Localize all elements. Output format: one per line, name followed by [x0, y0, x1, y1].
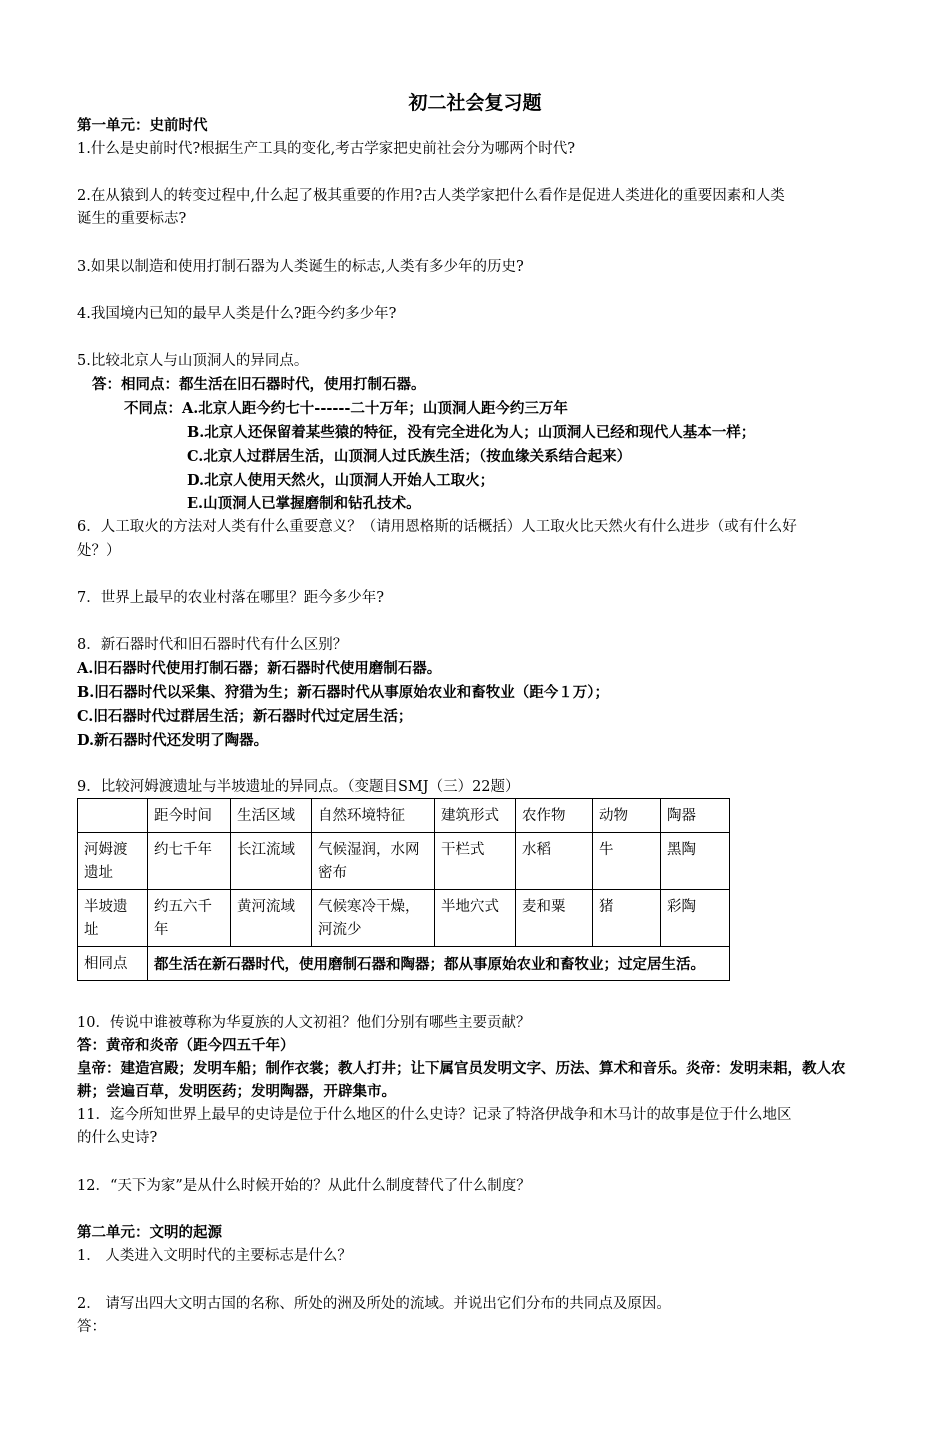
- table-cell: 麦和粟: [516, 890, 593, 947]
- question-2-line1: 2.在从猿到人的转变过程中,什么起了极其重要的作用?古人类学家把什么看作是促进人类进化的重要因素和人类: [77, 188, 785, 204]
- answer-10-line3: 耕；尝遍百草，发明医药；发明陶器，开辟集市。: [77, 1083, 396, 1100]
- unit1-heading: 第一单元：史前时代: [77, 117, 208, 134]
- comparison-table: [77, 798, 730, 981]
- table-header-cell: 生活区域: [231, 799, 312, 833]
- answer-5-diff-c: C.北京人过群居生活，山顶洞人过氏族生活；（按血缘关系结合起来）: [187, 448, 632, 465]
- table-cell: 气候寒冷干燥，河流少: [312, 890, 435, 947]
- table-same-label: 相同点: [78, 947, 148, 981]
- table-header-cell: 动物: [593, 799, 661, 833]
- answer-10-line2: 皇帝：建造宫殿；发明车船；制作衣裳；教人打井；让下属官员发明文字、历法、算术和音乐。炎帝：发明耒耜，教人农: [77, 1060, 846, 1077]
- question-5: 5.比较北京人与山顶洞人的异同点。: [77, 353, 309, 369]
- question-4: 4.我国境内已知的最早人类是什么?距今约多少年?: [77, 306, 397, 322]
- table-cell: 长江流域: [231, 833, 312, 890]
- table-cell: 黑陶: [661, 833, 730, 890]
- question-3: 3.如果以制造和使用打制石器为人类诞生的标志,人类有多少年的历史?: [77, 259, 524, 275]
- answer-5-same: 答：相同点：都生活在旧石器时代，使用打制石器。: [92, 376, 426, 393]
- unit2-question-1: 1． 人类进入文明时代的主要标志是什么？: [77, 1248, 352, 1264]
- table-cell: 气候湿润，水网密布: [312, 833, 435, 890]
- unit2-question-2: 2． 请写出四大文明古国的名称、所处的洲及所处的流域。并说出它们分布的共同点及原因。: [77, 1296, 671, 1312]
- table-cell: 河姆渡遗址: [78, 833, 148, 890]
- table-cell: 约七千年: [148, 833, 231, 890]
- page-title: 初二社会复习题: [408, 92, 542, 114]
- table-cell: 水稻: [516, 833, 593, 890]
- table-header-cell: [78, 799, 148, 833]
- table-cell: 半坡遗址: [78, 890, 148, 947]
- answer-5-diff-a: 不同点：A.北京人距今约七十------二十万年；山顶洞人距今约三万年: [124, 400, 568, 417]
- table-cell: 彩陶: [661, 890, 730, 947]
- question-11-line1: 11．迄今所知世界上最早的史诗是位于什么地区的什么史诗？记录了特洛伊战争和木马计的故事是位于什么地区: [77, 1107, 792, 1123]
- unit2-answer-label: 答：: [77, 1319, 106, 1335]
- question-6-line2: 处？）: [77, 543, 121, 559]
- answer-8-b: B.旧石器时代以采集、狩猎为生；新石器时代从事原始农业和畜牧业（距今１万）；: [77, 684, 610, 701]
- answer-8-d: D.新石器时代还发明了陶器。: [77, 732, 269, 749]
- unit2-heading: 第二单元：文明的起源: [77, 1224, 222, 1241]
- table-header-cell: 自然环境特征: [312, 799, 435, 833]
- question-12: 12．“天下为家”是从什么时候开始的？从此什么制度替代了什么制度？: [77, 1178, 531, 1194]
- question-10: 10．传说中谁被尊称为华夏族的人文初祖？他们分别有哪些主要贡献？: [77, 1015, 531, 1031]
- table-header-cell: 建筑形式: [435, 799, 516, 833]
- table-row: [78, 833, 730, 890]
- table-cell: 黄河流域: [231, 890, 312, 947]
- table-header-cell: 距今时间: [148, 799, 231, 833]
- question-6-line1: 6．人工取火的方法对人类有什么重要意义？（请用恩格斯的话概括）人工取火比天然火有什么进步（或有什么好: [77, 519, 797, 535]
- question-11-line2: 的什么史诗?: [77, 1130, 158, 1146]
- table-cell: 干栏式: [435, 833, 516, 890]
- answer-8-c: C.旧石器时代过群居生活；新石器时代过定居生活；: [77, 708, 413, 725]
- answer-5-diff-d: D.北京人使用天然火，山顶洞人开始人工取火；: [187, 472, 495, 489]
- table-row: [78, 890, 730, 947]
- answer-5-diff-b: B.北京人还保留着某些猿的特征，没有完全进化为人；山顶洞人已经和现代人基本一样；: [187, 424, 756, 441]
- table-cell: 约五六千年: [148, 890, 231, 947]
- table-same-text: 都生活在新石器时代，使用磨制石器和陶器；都从事原始农业和畜牧业；过定居生活。: [148, 947, 730, 981]
- answer-10-line1: 答：黄帝和炎帝（距今四五千年）: [77, 1037, 295, 1054]
- table-header-cell: 陶器: [661, 799, 730, 833]
- answer-5-diff-e: E.山顶洞人已掌握磨制和钻孔技术。: [187, 495, 421, 512]
- answer-8-a: A.旧石器时代使用打制石器；新石器时代使用磨制石器。: [77, 660, 442, 677]
- table-cell: 半地穴式: [435, 890, 516, 947]
- table-cell: 牛: [593, 833, 661, 890]
- question-7: 7．世界上最早的农业村落在哪里？距今多少年?: [77, 590, 384, 606]
- question-8: 8．新石器时代和旧石器时代有什么区别？: [77, 637, 348, 653]
- question-1: 1.什么是史前时代?根据生产工具的变化,考古学家把史前社会分为哪两个时代?: [77, 141, 575, 157]
- table-header-row: [78, 799, 730, 833]
- question-9: 9．比较河姆渡遗址与半坡遗址的异同点。（变题目SMJ（三）22题）: [77, 779, 520, 795]
- table-same-row: [78, 947, 730, 981]
- question-2-line2: 诞生的重要标志?: [77, 211, 187, 227]
- table-header-cell: 农作物: [516, 799, 593, 833]
- table-cell: 猪: [593, 890, 661, 947]
